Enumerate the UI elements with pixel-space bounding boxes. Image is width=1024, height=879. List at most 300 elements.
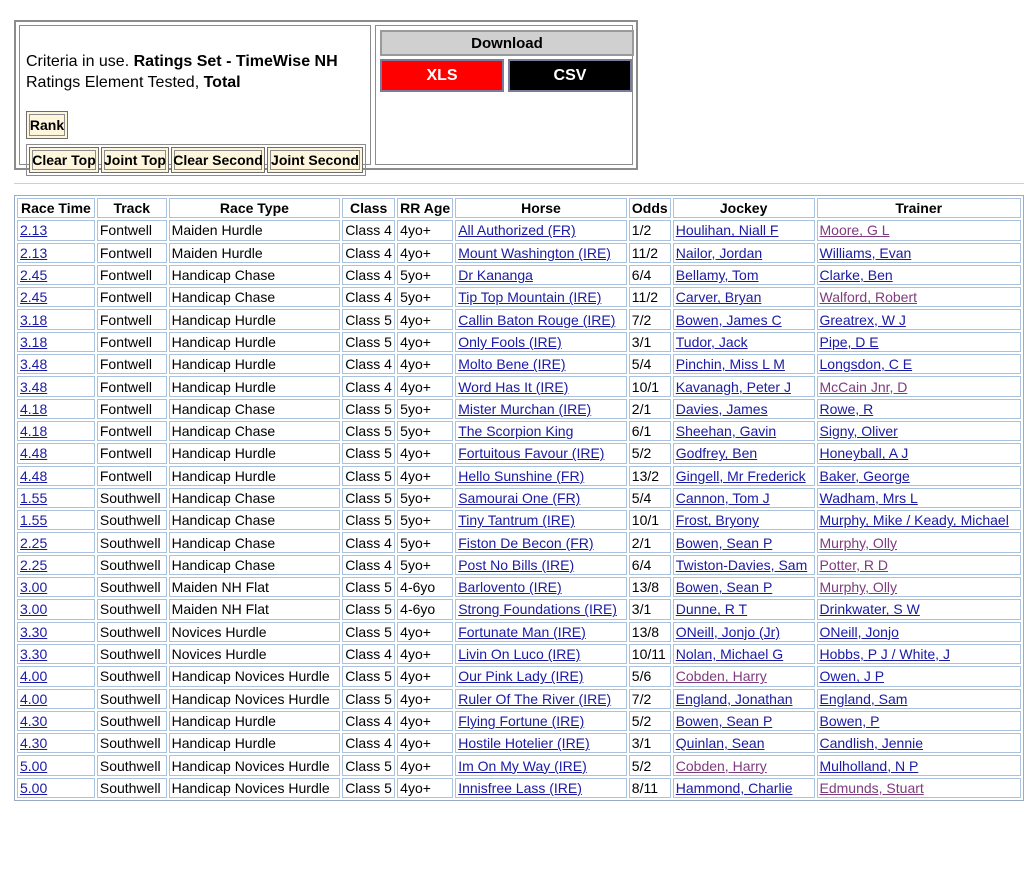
horse-link[interactable]: Post No Bills (IRE) xyxy=(458,556,575,573)
jockey-link[interactable]: Bowen, Sean P xyxy=(675,534,773,551)
odds-cell: 2/1 xyxy=(629,399,671,419)
track-cell: Southwell xyxy=(97,666,167,686)
trainer-link[interactable]: Walford, Robert xyxy=(819,289,918,306)
joint-second-button[interactable]: Joint Second xyxy=(267,147,363,173)
horse-cell xyxy=(455,755,627,775)
odds-cell: 5/4 xyxy=(629,354,671,374)
track-cell: Southwell xyxy=(97,622,167,642)
odds-cell: 10/1 xyxy=(629,510,671,530)
class-cell: Class 5 xyxy=(342,309,395,329)
horse-cell xyxy=(455,532,627,552)
race-time-link[interactable]: 4.18 xyxy=(20,423,48,440)
table-header-row xyxy=(17,198,1021,218)
trainer-cell xyxy=(817,309,1022,329)
header-odds: Odds xyxy=(629,198,671,218)
odds-cell: 8/11 xyxy=(629,778,671,798)
trainer-link[interactable]: Signy, Oliver xyxy=(819,423,898,440)
jockey-link[interactable]: Nailor, Jordan xyxy=(675,244,763,261)
table-row xyxy=(17,666,1021,686)
jockey-cell xyxy=(673,555,815,575)
race-time-cell xyxy=(17,332,95,352)
odds-cell: 2/1 xyxy=(629,532,671,552)
table-row xyxy=(17,332,1021,352)
horse-cell xyxy=(455,287,627,307)
odds-cell: 13/8 xyxy=(629,622,671,642)
horse-link[interactable]: Mount Washington (IRE) xyxy=(458,244,611,261)
table-row xyxy=(17,778,1021,798)
horse-link[interactable]: Im On My Way (IRE) xyxy=(458,757,587,774)
horse-link[interactable]: Strong Foundations (IRE) xyxy=(458,601,617,618)
odds-cell: 3/1 xyxy=(629,733,671,753)
trainer-link[interactable]: Baker, George xyxy=(819,467,910,484)
race-time-link[interactable]: 3.00 xyxy=(20,579,48,596)
odds-cell: 7/2 xyxy=(629,689,671,709)
track-cell: Fontwell xyxy=(97,309,167,329)
trainer-link[interactable]: Potter, R D xyxy=(819,556,888,573)
header-rr-age: RR Age xyxy=(397,198,453,218)
race-time-link[interactable]: 4.48 xyxy=(20,445,48,462)
odds-cell: 6/1 xyxy=(629,421,671,441)
race-type-cell: Maiden Hurdle xyxy=(169,243,341,263)
race-time-link[interactable]: 4.18 xyxy=(20,400,48,417)
odds-cell: 11/2 xyxy=(629,287,671,307)
horse-cell xyxy=(455,644,627,664)
table-row xyxy=(17,689,1021,709)
jockey-link[interactable]: England, Jonathan xyxy=(675,690,793,707)
race-type-cell: Maiden NH Flat xyxy=(169,599,341,619)
odds-cell: 3/1 xyxy=(629,332,671,352)
race-type-cell: Handicap Novices Hurdle xyxy=(169,689,341,709)
rr-age-cell: 5yo+ xyxy=(397,488,453,508)
track-cell: Southwell xyxy=(97,733,167,753)
race-time-link[interactable]: 2.25 xyxy=(20,534,48,551)
horse-link[interactable]: Flying Fortune (IRE) xyxy=(458,712,585,729)
trainer-cell xyxy=(817,733,1022,753)
class-cell: Class 4 xyxy=(342,555,395,575)
race-time-cell xyxy=(17,689,95,709)
class-cell: Class 4 xyxy=(342,220,395,240)
table-row xyxy=(17,243,1021,263)
xls-download-button[interactable]: XLS xyxy=(380,59,504,92)
track-cell: Southwell xyxy=(97,711,167,731)
table-row xyxy=(17,287,1021,307)
race-time-cell xyxy=(17,488,95,508)
class-cell: Class 4 xyxy=(342,265,395,285)
race-time-cell xyxy=(17,443,95,463)
table-row xyxy=(17,622,1021,642)
trainer-cell xyxy=(817,755,1022,775)
odds-cell: 3/1 xyxy=(629,599,671,619)
trainer-link[interactable]: Murphy, Olly xyxy=(819,579,898,596)
race-time-link[interactable]: 3.48 xyxy=(20,378,48,395)
rr-age-cell: 4yo+ xyxy=(397,354,453,374)
race-type-cell: Handicap Novices Hurdle xyxy=(169,666,341,686)
race-type-cell: Novices Hurdle xyxy=(169,644,341,664)
trainer-link[interactable]: Williams, Evan xyxy=(819,244,912,261)
race-time-link[interactable]: 2.45 xyxy=(20,267,48,284)
trainer-link[interactable]: McCain Jnr, D xyxy=(819,378,908,395)
trainer-link[interactable]: England, Sam xyxy=(819,690,908,707)
race-type-cell: Handicap Hurdle xyxy=(169,443,341,463)
criteria-element-prefix: Ratings Element Tested, xyxy=(26,74,200,91)
track-cell: Fontwell xyxy=(97,287,167,307)
jockey-link[interactable]: Quinlan, Sean xyxy=(675,735,765,752)
rr-age-cell: 4yo+ xyxy=(397,711,453,731)
table-row xyxy=(17,354,1021,374)
race-time-cell xyxy=(17,733,95,753)
rr-age-cell: 4yo+ xyxy=(397,622,453,642)
trainer-link[interactable]: Wadham, Mrs L xyxy=(819,490,918,506)
race-type-cell: Maiden Hurdle xyxy=(169,220,341,240)
trainer-cell xyxy=(817,332,1022,352)
race-time-cell xyxy=(17,309,95,329)
race-time-link[interactable]: 3.00 xyxy=(20,601,48,618)
trainer-cell xyxy=(817,399,1022,419)
horse-link[interactable]: All Authorized (FR) xyxy=(458,222,576,239)
odds-cell: 11/2 xyxy=(629,243,671,263)
jockey-link[interactable]: Houlihan, Niall F xyxy=(675,222,779,239)
race-time-cell xyxy=(17,599,95,619)
race-type-cell: Handicap Chase xyxy=(169,532,341,552)
race-time-link[interactable]: 2.13 xyxy=(20,222,48,239)
rr-age-cell: 4yo+ xyxy=(397,644,453,664)
trainer-link[interactable]: Murphy, Mike / Keady, Michael xyxy=(819,512,1009,529)
horse-link[interactable]: Innisfree Lass (IRE) xyxy=(458,779,582,796)
jockey-link[interactable]: Bowen, James C xyxy=(675,311,782,328)
table-row xyxy=(17,399,1021,419)
rr-age-cell: 4yo+ xyxy=(397,689,453,709)
jockey-link[interactable]: Bowen, Sean P xyxy=(675,712,773,729)
jockey-cell xyxy=(673,243,815,263)
race-time-cell xyxy=(17,666,95,686)
race-time-link[interactable]: 4.30 xyxy=(20,712,48,729)
class-cell: Class 4 xyxy=(342,644,395,664)
trainer-cell xyxy=(817,510,1022,530)
rr-age-cell: 5yo+ xyxy=(397,421,453,441)
track-cell: Fontwell xyxy=(97,265,167,285)
race-time-link[interactable]: 4.00 xyxy=(20,690,48,707)
trainer-link[interactable]: Longsdon, C E xyxy=(819,356,913,373)
class-cell: Class 5 xyxy=(342,399,395,419)
trainer-link[interactable]: Candlish, Jennie xyxy=(819,735,924,752)
horse-link[interactable]: Fortuitous Favour (IRE) xyxy=(458,445,605,462)
trainer-cell xyxy=(817,644,1022,664)
horse-link[interactable]: Livin On Luco (IRE) xyxy=(458,646,581,663)
horse-link[interactable]: Ruler Of The River (IRE) xyxy=(458,690,612,707)
trainer-link[interactable]: Rowe, R xyxy=(819,400,874,417)
odds-cell: 5/2 xyxy=(629,711,671,731)
race-time-link[interactable]: 5.00 xyxy=(20,779,48,796)
race-time-link[interactable]: 3.18 xyxy=(20,333,48,350)
jockey-cell xyxy=(673,466,815,486)
jockey-link[interactable]: Carver, Bryan xyxy=(675,289,762,306)
trainer-link[interactable]: Pipe, D E xyxy=(819,333,879,350)
trainer-cell xyxy=(817,265,1022,285)
jockey-link[interactable]: Hammond, Charlie xyxy=(675,779,793,796)
jockey-link[interactable]: Bellamy, Tom xyxy=(675,267,759,284)
horse-link[interactable]: Our Pink Lady (IRE) xyxy=(458,668,584,685)
class-cell: Class 5 xyxy=(342,622,395,642)
trainer-cell xyxy=(817,599,1022,619)
horse-cell xyxy=(455,309,627,329)
table-row xyxy=(17,577,1021,597)
track-cell: Fontwell xyxy=(97,376,167,396)
criteria-element: Total xyxy=(203,74,241,91)
jockey-link[interactable]: Bowen, Sean P xyxy=(675,579,773,596)
jockey-link[interactable]: Sheehan, Gavin xyxy=(675,423,777,440)
race-time-cell xyxy=(17,243,95,263)
trainer-link[interactable]: Mulholland, N P xyxy=(819,757,919,774)
jockey-cell xyxy=(673,421,815,441)
rr-age-cell: 5yo+ xyxy=(397,532,453,552)
download-header: Download xyxy=(380,30,634,56)
trainer-link[interactable]: Murphy, Olly xyxy=(819,534,898,551)
trainer-cell xyxy=(817,689,1022,709)
track-cell: Southwell xyxy=(97,755,167,775)
race-time-link[interactable]: 2.45 xyxy=(20,289,48,306)
race-type-cell: Handicap Chase xyxy=(169,399,341,419)
trainer-cell xyxy=(817,443,1022,463)
horse-link[interactable]: Tip Top Mountain (IRE) xyxy=(458,289,602,306)
trainer-link[interactable]: Bowen, P xyxy=(819,712,880,729)
race-time-link[interactable]: 2.25 xyxy=(20,556,48,573)
jockey-link[interactable]: Pinchin, Miss L M xyxy=(675,356,785,373)
class-cell: Class 4 xyxy=(342,287,395,307)
class-cell: Class 5 xyxy=(342,510,395,530)
race-type-cell: Handicap Chase xyxy=(169,510,341,530)
track-cell: Southwell xyxy=(97,532,167,552)
rr-age-cell: 4-6yo xyxy=(397,599,453,619)
race-time-cell xyxy=(17,421,95,441)
table-row xyxy=(17,532,1021,552)
odds-cell: 13/2 xyxy=(629,466,671,486)
rr-age-cell: 5yo+ xyxy=(397,555,453,575)
table-row xyxy=(17,644,1021,664)
horse-link[interactable]: Molto Bene (IRE) xyxy=(458,356,566,373)
horse-link[interactable]: Barlovento (IRE) xyxy=(458,579,562,596)
trainer-link[interactable]: Edmunds, Stuart xyxy=(819,779,924,796)
trainer-link[interactable]: Owen, J P xyxy=(819,668,885,685)
track-cell: Fontwell xyxy=(97,332,167,352)
class-cell: Class 4 xyxy=(342,733,395,753)
class-cell: Class 4 xyxy=(342,711,395,731)
race-time-link[interactable]: 3.30 xyxy=(20,623,48,640)
race-time-cell xyxy=(17,755,95,775)
header-track: Track xyxy=(97,198,167,218)
race-time-link[interactable]: 1.55 xyxy=(20,490,48,506)
table-row xyxy=(17,488,1021,508)
track-cell: Southwell xyxy=(97,778,167,798)
jockey-cell xyxy=(673,220,815,240)
horse-cell xyxy=(455,376,627,396)
jockey-link[interactable]: Tudor, Jack xyxy=(675,333,748,350)
race-type-cell: Handicap Hurdle xyxy=(169,332,341,352)
jockey-link[interactable]: Cobden, Harry xyxy=(675,668,767,685)
horse-cell xyxy=(455,778,627,798)
jockey-cell xyxy=(673,443,815,463)
track-cell: Fontwell xyxy=(97,443,167,463)
race-time-cell xyxy=(17,644,95,664)
horse-cell xyxy=(455,466,627,486)
class-cell: Class 4 xyxy=(342,532,395,552)
race-time-link[interactable]: 2.13 xyxy=(20,244,48,261)
race-type-cell: Handicap Hurdle xyxy=(169,466,341,486)
race-time-cell xyxy=(17,466,95,486)
race-type-cell: Handicap Hurdle xyxy=(169,309,341,329)
race-time-cell xyxy=(17,265,95,285)
table-row xyxy=(17,711,1021,731)
rr-age-cell: 4yo+ xyxy=(397,443,453,463)
jockey-cell xyxy=(673,376,815,396)
trainer-link[interactable]: Moore, G L xyxy=(819,222,890,239)
class-cell: Class 5 xyxy=(342,599,395,619)
horse-link[interactable]: Only Fools (IRE) xyxy=(458,333,562,350)
race-type-cell: Maiden NH Flat xyxy=(169,577,341,597)
track-cell: Fontwell xyxy=(97,220,167,240)
jockey-cell xyxy=(673,711,815,731)
table-row xyxy=(17,733,1021,753)
class-cell: Class 5 xyxy=(342,666,395,686)
jockey-link[interactable]: Dunne, R T xyxy=(675,601,748,618)
track-cell: Southwell xyxy=(97,510,167,530)
trainer-cell xyxy=(817,622,1022,642)
trainer-link[interactable]: Greatrex, W J xyxy=(819,311,906,328)
race-time-cell xyxy=(17,711,95,731)
csv-download-button[interactable]: CSV xyxy=(508,59,632,92)
horse-link[interactable]: Hostile Hotelier (IRE) xyxy=(458,735,590,752)
table-row xyxy=(17,309,1021,329)
jockey-cell xyxy=(673,510,815,530)
clear-top-button[interactable]: Clear Top xyxy=(29,147,99,173)
class-cell: Class 5 xyxy=(342,755,395,775)
jockey-cell xyxy=(673,733,815,753)
class-cell: Class 4 xyxy=(342,376,395,396)
race-type-cell: Handicap Novices Hurdle xyxy=(169,755,341,775)
race-type-cell: Handicap Novices Hurdle xyxy=(169,778,341,798)
jockey-link[interactable]: Frost, Bryony xyxy=(675,512,760,529)
odds-cell: 7/2 xyxy=(629,309,671,329)
horse-cell xyxy=(455,421,627,441)
race-time-link[interactable]: 4.30 xyxy=(20,735,48,752)
horse-link[interactable]: Word Has It (IRE) xyxy=(458,378,569,395)
trainer-cell xyxy=(817,287,1022,307)
criteria-box xyxy=(19,25,371,168)
horse-cell xyxy=(455,555,627,575)
jockey-cell xyxy=(673,354,815,374)
class-cell: Class 5 xyxy=(342,466,395,486)
joint-top-button[interactable]: Joint Top xyxy=(101,147,169,173)
race-time-cell xyxy=(17,287,95,307)
jockey-link[interactable]: Twiston-Davies, Sam xyxy=(675,556,808,573)
jockey-cell xyxy=(673,399,815,419)
clear-second-button[interactable]: Clear Second xyxy=(171,147,265,173)
race-time-cell xyxy=(17,577,95,597)
horse-link[interactable]: Fiston De Becon (FR) xyxy=(458,534,594,551)
track-cell: Fontwell xyxy=(97,243,167,263)
race-time-link[interactable]: 3.48 xyxy=(20,356,48,373)
race-time-link[interactable]: 5.00 xyxy=(20,757,48,774)
horse-link[interactable]: The Scorpion King xyxy=(458,423,574,440)
jockey-link[interactable]: Nolan, Michael G xyxy=(675,646,784,663)
race-type-cell: Handicap Chase xyxy=(169,488,341,508)
jockey-cell xyxy=(673,755,815,775)
rr-age-cell: 5yo+ xyxy=(397,287,453,307)
jockey-link[interactable]: Cobden, Harry xyxy=(675,757,767,774)
race-time-link[interactable]: 4.00 xyxy=(20,668,48,685)
track-cell: Fontwell xyxy=(97,399,167,419)
jockey-cell xyxy=(673,666,815,686)
rr-age-cell: 5yo+ xyxy=(397,510,453,530)
track-cell: Fontwell xyxy=(97,354,167,374)
race-time-link[interactable]: 4.48 xyxy=(20,467,48,484)
criteria-panel xyxy=(14,20,638,170)
jockey-cell xyxy=(673,577,815,597)
horse-link[interactable]: Callin Baton Rouge (IRE) xyxy=(458,311,616,328)
class-cell: Class 5 xyxy=(342,332,395,352)
rr-age-cell: 4yo+ xyxy=(397,376,453,396)
horse-cell xyxy=(455,711,627,731)
horse-link[interactable]: Fortunate Man (IRE) xyxy=(458,623,586,640)
jockey-link[interactable]: Godfrey, Ben xyxy=(675,445,758,462)
jockey-cell xyxy=(673,488,815,508)
jockey-cell xyxy=(673,622,815,642)
rank-button[interactable]: Rank xyxy=(26,111,68,139)
class-cell: Class 5 xyxy=(342,443,395,463)
race-time-link[interactable]: 1.55 xyxy=(20,512,48,529)
divider xyxy=(14,183,1024,184)
odds-cell: 6/4 xyxy=(629,265,671,285)
class-cell: Class 4 xyxy=(342,354,395,374)
header-horse: Horse xyxy=(455,198,627,218)
horse-link[interactable]: Dr Kananga xyxy=(458,267,533,284)
trainer-link[interactable]: Drinkwater, S W xyxy=(819,601,920,618)
trainer-link[interactable]: ONeill, Jonjo xyxy=(819,623,899,640)
class-cell: Class 5 xyxy=(342,689,395,709)
header-jockey: Jockey xyxy=(673,198,815,218)
race-type-cell: Handicap Chase xyxy=(169,421,341,441)
horse-link[interactable]: Samourai One (FR) xyxy=(458,490,581,506)
race-time-link[interactable]: 3.30 xyxy=(20,646,48,663)
rr-age-cell: 5yo+ xyxy=(397,399,453,419)
jockey-cell xyxy=(673,778,815,798)
race-type-cell: Handicap Hurdle xyxy=(169,354,341,374)
jockey-link[interactable]: Davies, James xyxy=(675,400,768,417)
jockey-link[interactable]: Cannon, Tom J xyxy=(675,490,770,506)
trainer-link[interactable]: Clarke, Ben xyxy=(819,267,893,284)
jockey-link[interactable]: ONeill, Jonjo (Jr) xyxy=(675,623,781,640)
track-cell: Southwell xyxy=(97,488,167,508)
trainer-link[interactable]: Hobbs, P J / White, J xyxy=(819,646,950,663)
track-cell: Fontwell xyxy=(97,421,167,441)
criteria-prefix: Criteria in use. xyxy=(26,53,130,70)
horse-link[interactable]: Hello Sunshine (FR) xyxy=(458,467,585,484)
race-time-link[interactable]: 3.18 xyxy=(20,311,48,328)
filter-button-group xyxy=(26,144,366,176)
rr-age-cell: 4yo+ xyxy=(397,309,453,329)
header-race-time: Race Time xyxy=(17,198,95,218)
jockey-cell xyxy=(673,265,815,285)
table-row xyxy=(17,555,1021,575)
odds-cell: 10/11 xyxy=(629,644,671,664)
jockey-link[interactable]: Kavanagh, Peter J xyxy=(675,378,791,395)
jockey-link[interactable]: Gingell, Mr Frederick xyxy=(675,467,806,484)
track-cell: Fontwell xyxy=(97,466,167,486)
rr-age-cell: 4yo+ xyxy=(397,332,453,352)
horse-link[interactable]: Tiny Tantrum (IRE) xyxy=(458,512,575,529)
trainer-link[interactable]: Honeyball, A J xyxy=(819,445,909,462)
class-cell: Class 5 xyxy=(342,778,395,798)
horse-link[interactable]: Mister Murchan (IRE) xyxy=(458,400,592,417)
